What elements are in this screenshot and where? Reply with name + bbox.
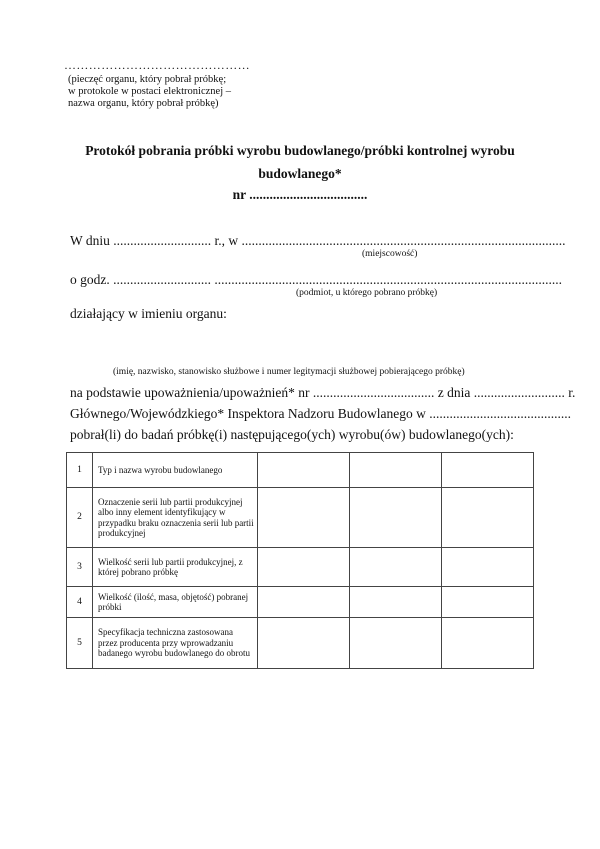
table-cell-empty [258, 618, 350, 669]
acting-on-behalf-line: działający w imieniu organu: [70, 306, 227, 321]
row-label: Typ i nazwa wyrobu budowlanego [93, 453, 258, 488]
row-label: Oznaczenie serii lub partii produkcyjnej albo inny element identyfikujący w przypadku braku oznaczenia serii lub partii produkcyjnej [93, 488, 258, 548]
row-number: 4 [67, 587, 93, 618]
table-cell-empty [258, 587, 350, 618]
table-cell-empty [350, 548, 442, 587]
table-cell-empty [258, 453, 350, 488]
table-row [67, 488, 534, 548]
row-number: 3 [67, 548, 93, 587]
table-cell-empty [442, 453, 534, 488]
authorization-line: na podstawie upoważnienia/upoważnień* nr .................................... z dnia ........................... r. [70, 385, 576, 400]
table-cell-empty [350, 488, 442, 548]
table-cell-empty [442, 587, 534, 618]
sample-table [66, 452, 534, 669]
document-title-line-2: budowlanego* [258, 166, 342, 181]
table-row [67, 587, 534, 618]
stamp-caption-line-1: (pieczęć organu, który pobrał próbkę; [68, 74, 227, 85]
table-cell-empty [350, 453, 442, 488]
sample-taken-line: pobrał(li) do badań próbkę(i) następującego(ych) wyrobu(ów) budowlanego(ych): [70, 427, 514, 442]
person-caption: (imię, nazwisko, stanowisko służbowe i numer legitymacji służbowej pobierającego próbkę) [113, 367, 465, 377]
table-cell-empty [258, 548, 350, 587]
table-cell-empty [442, 488, 534, 548]
document-number-line: nr ................................... [232, 187, 368, 202]
row-number: 2 [67, 488, 93, 548]
inspector-line: Głównego/Wojewódzkiego* Inspektora Nadzoru Budowlanego w .......................................... [70, 406, 571, 421]
table-row [67, 548, 534, 587]
date-place-line: W dniu ............................. r., w ................................................................................................ [70, 233, 566, 248]
time-subject-line: o godz. ............................. ....................................................................................................... [70, 272, 562, 287]
row-label: Wielkość (ilość, masa, objętość) pobranej próbki [93, 587, 258, 618]
subject-caption: (podmiot, u którego pobrano próbkę) [296, 288, 438, 298]
stamp-dotted-line: ……………………………………… [64, 58, 250, 72]
document-title-line-1: Protokół pobrania próbki wyrobu budowlanego/próbki kontrolnej wyrobu [85, 143, 515, 158]
table-cell-empty [350, 618, 442, 669]
table-cell-empty [258, 488, 350, 548]
table-cell-empty [350, 587, 442, 618]
stamp-caption-line-3: nazwa organu, który pobrał próbkę) [68, 98, 219, 109]
stamp-caption-line-2: w protokole w postaci elektronicznej – [68, 86, 231, 97]
row-label: Wielkość serii lub partii produkcyjnej, z której pobrano próbkę [93, 548, 258, 587]
table-row [67, 618, 534, 669]
table-cell-empty [442, 548, 534, 587]
table-row [67, 453, 534, 488]
row-number: 1 [67, 453, 93, 488]
row-number: 5 [67, 618, 93, 669]
table-cell-empty [442, 618, 534, 669]
place-caption: (miejscowość) [362, 249, 418, 259]
row-label: Specyfikacja techniczna zastosowana przez producenta przy wprowadzaniu badanego wyrobu budowlanego do obrotu [93, 618, 258, 669]
